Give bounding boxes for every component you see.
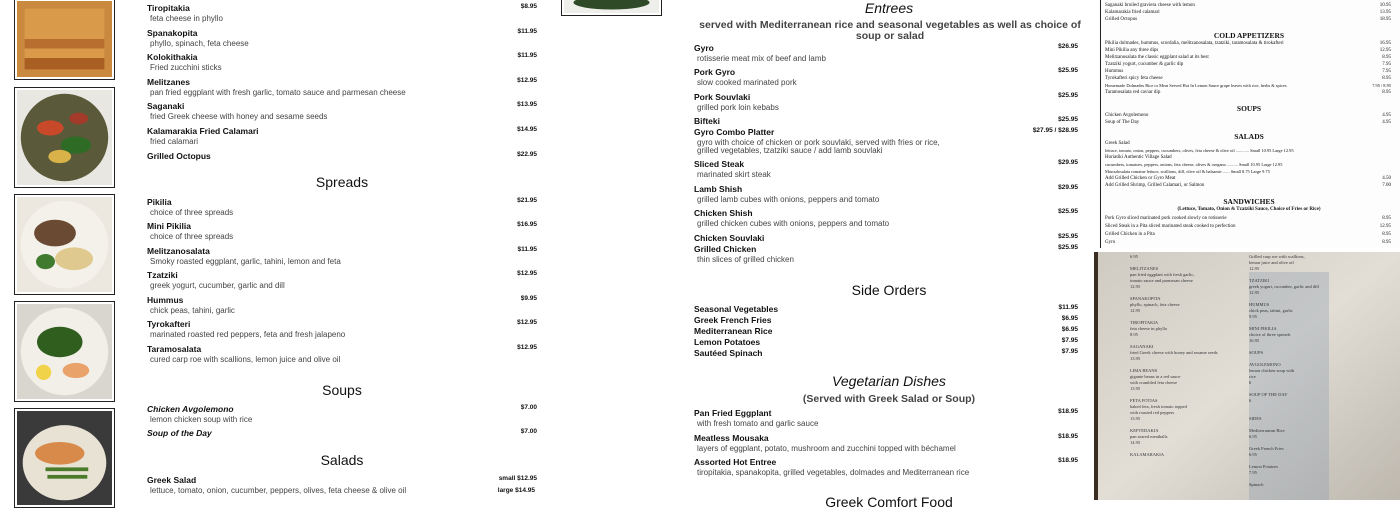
item-name: Pork Souvlaki — [694, 92, 751, 102]
item-name: Chicken Shish — [694, 208, 753, 218]
food-photo-grilled-vegetables — [14, 87, 115, 188]
vegetarian-subtitle: (Served with Greek Salad or Soup) — [802, 393, 976, 405]
item-description: choice of three spreads — [150, 208, 234, 217]
scan-row — [1105, 240, 1395, 247]
scan-row — [1105, 232, 1395, 239]
item-name: Pikilia — [147, 197, 172, 207]
menu-photo — [1094, 252, 1400, 500]
entrees-subtitle: served with Mediterranean rice and seasonal vegetables as well as choice of soup or salad — [699, 19, 1081, 42]
item-description: fried Greek cheese with honey and sesame seeds — [150, 112, 328, 121]
item-price: $12.95 — [517, 319, 537, 326]
item-price: $18.95 — [1058, 408, 1078, 415]
scan-row — [1105, 148, 1395, 155]
scan-row-text: Chicken Avgolemono — [1105, 113, 1149, 118]
scan-row-text: Hummus — [1105, 69, 1124, 74]
item-price: $25.95 — [1058, 116, 1078, 123]
item-description: marinated roasted red peppers, feta and fresh jalapeno — [150, 330, 346, 339]
food-photo-fish-asparagus — [14, 408, 115, 508]
scan-row — [1105, 10, 1395, 17]
item-name: Assorted Hot Entree — [694, 457, 777, 467]
item-price: $11.95 — [1058, 304, 1078, 311]
item-name: Hummus — [147, 295, 184, 305]
scan-row-price: 7.00 — [1382, 183, 1391, 188]
scan-row-text: Gyro — [1105, 240, 1116, 245]
scan-row-text: Maroulosalata romaine lettuce, scallions, dill, olive oil & balsamic ...... Small 8.75 Large 9.75 — [1105, 169, 1270, 174]
section-title-vegetarian: Vegetarian Dishes — [832, 373, 946, 389]
item-price: $12.95 — [517, 77, 537, 84]
scan-row-price: 10.95 — [1379, 3, 1391, 8]
item-name: Bifteki — [694, 116, 720, 126]
item-description: cured carp roe with scallions, lemon juice and olive oil — [150, 355, 341, 364]
scan-row-text: Greek Salad — [1105, 141, 1130, 146]
scan-row — [1105, 162, 1395, 169]
item-name: Melitzanosalata — [147, 246, 210, 256]
item-description: greek yogurt, cucumber, garlic and dill — [150, 281, 285, 290]
item-price: $7.95 — [1061, 348, 1078, 355]
scan-heading: SOUPS — [1236, 104, 1262, 113]
scan-row-text: Grilled Chicken in a Pita — [1105, 232, 1155, 237]
item-name: Pan Fried Eggplant — [694, 408, 772, 418]
scan-row-text: Sliced Steak in a Pita sliced marinated steak cooked to perfection — [1105, 224, 1236, 229]
item-description: lettuce, tomato, onion, cucumber, peppers, olives, feta cheese & olive oil — [150, 486, 407, 495]
item-price: $16.95 — [517, 221, 537, 228]
item-price: $25.95 — [1058, 244, 1078, 251]
item-description: with fresh tomato and garlic sauce — [697, 419, 819, 428]
item-name: Sautéed Spinach — [694, 348, 763, 358]
item-description: feta cheese in phyllo — [150, 14, 223, 23]
item-price: $27.95 / $28.95 — [1032, 127, 1078, 134]
scan-row-price: 8.95 — [1382, 55, 1391, 60]
scan-row-text: Pikilia dolmades, hummus, scordalia, melitzanosalata, tzatziki, taramosalata & tirokafteri — [1105, 41, 1284, 46]
item-description: grilled chicken cubes with onions, peppers and tomato — [697, 219, 890, 228]
scan-row-price: 13.95 — [1379, 10, 1391, 15]
scan-vertical-rule — [1100, 0, 1101, 248]
item-price: $12.95 — [517, 270, 537, 277]
item-description: gyro with choice of chicken or pork souvlaki, served with fries or rice, — [697, 138, 940, 147]
item-description: rotisserie meat mix of beef and lamb — [697, 54, 826, 63]
food-photo-spinach — [561, 0, 662, 16]
scan-row-text: Homemade Dolmades Rice or Meat Served Hot In Lemon Sauce grape leaves with rice, herbs & spices — [1105, 83, 1287, 88]
scan-row — [1105, 17, 1395, 24]
item-price: $11.95 — [517, 246, 537, 253]
item-name: Spanakopita — [147, 28, 198, 38]
item-price: small $12.95 — [498, 475, 537, 482]
item-price: $18.95 — [1058, 433, 1078, 440]
scan-row-text: Kalamarakia fried calamari — [1105, 10, 1160, 15]
item-price: $29.95 — [1058, 159, 1078, 166]
scan-row — [1105, 113, 1395, 120]
item-name: Gyro — [694, 43, 714, 53]
scan-row — [1105, 183, 1395, 190]
item-description: grilled pork loin kebabs — [697, 103, 779, 112]
item-name: Meatless Mousaka — [694, 433, 769, 443]
scan-row — [1105, 141, 1395, 148]
item-price: $8.95 — [520, 3, 537, 10]
item-description: Smoky roasted eggplant, garlic, tahini, lemon and feta — [150, 257, 341, 266]
item-name: Tiropitakia — [147, 3, 190, 13]
scan-row-text: Soup of The Day — [1105, 120, 1140, 125]
item-description-line2: grilled vegetables, tzatziki sauce / add lamb souvlaki — [697, 146, 883, 155]
scan-row-text: Taramosalata red caviar dip — [1105, 90, 1161, 95]
scan-row-price: 16.95 — [1379, 41, 1391, 46]
item-description: grilled lamb cubes with onions, peppers and tomato — [697, 195, 880, 204]
scan-row — [1105, 216, 1395, 223]
section-title-spreads: Spreads — [315, 174, 369, 190]
scan-row-price: 7.95 / 8.95 — [1372, 83, 1391, 88]
scan-heading: SANDWICHES — [1223, 197, 1275, 206]
item-name: Lamb Shish — [694, 184, 743, 194]
scan-row-text: Pork Gyro sliced marinated pork cooked slowly on rotisserie — [1105, 216, 1227, 221]
item-name: Greek Salad — [147, 475, 197, 485]
item-price: $7.00 — [520, 404, 537, 411]
scan-row — [1105, 83, 1395, 90]
scan-row-text: Grilled Octopus — [1105, 17, 1138, 22]
scan-row — [1105, 176, 1395, 183]
scan-row-text: Mini Pikilia any three dips — [1105, 48, 1159, 53]
scan-row-price: 7.95 — [1382, 62, 1391, 67]
item-description: layers of eggplant, potato, mushroom and zucchini topped with béchamel — [697, 444, 956, 453]
food-photo-gyro-platter — [14, 194, 115, 295]
item-description: choice of three spreads — [150, 232, 234, 241]
item-price: $12.95 — [517, 344, 537, 351]
item-name: Tzatziki — [147, 270, 178, 280]
item-name: Kalamarakia Fried Calamari — [147, 126, 259, 136]
scan-heading: SALADS — [1234, 132, 1264, 141]
item-price: $11.95 — [517, 52, 537, 59]
scan-row-text: Add Grilled Chicken or Gyro Meat — [1105, 176, 1176, 181]
item-name: Soup of the Day — [147, 428, 212, 438]
scan-row-price: 4.95 — [1382, 113, 1391, 118]
scan-row-text: Horiatiki Authentic Village Salad — [1105, 155, 1172, 160]
item-description: marinated skirt steak — [697, 170, 771, 179]
section-title-entrees: Entrees — [864, 0, 914, 16]
item-name: Kolokithakia — [147, 52, 198, 62]
item-price: $9.95 — [520, 295, 537, 302]
item-name: Grilled Chicken — [694, 244, 757, 254]
scan-row-text: Melitzanosalata the classic eggplant salad at its best — [1105, 55, 1209, 60]
scan-row-text: lettuce, tomato, onion, peppers, cucumbers, olives, feta cheese & olive oil ............ Small 10.95 Large 12.95 — [1105, 148, 1294, 153]
item-price: $7.00 — [520, 428, 537, 435]
item-name: Lemon Potatoes — [694, 337, 761, 347]
item-name: Grilled Octopus — [147, 151, 211, 161]
item-price: $25.95 — [1058, 67, 1078, 74]
scan-row-price: 4.95 — [1382, 120, 1391, 125]
item-price: $6.95 — [1061, 315, 1078, 322]
scan-row — [1105, 41, 1395, 48]
scan-heading: COLD APPETIZERS — [1213, 31, 1285, 40]
scan-row — [1105, 76, 1395, 83]
section-title-salads: Salads — [320, 452, 364, 468]
item-name: Melitzanes — [147, 77, 190, 87]
scan-row-text: Tzatziki yogurt, cucumber & garlic dip — [1105, 62, 1184, 67]
item-name: Sliced Steak — [694, 159, 745, 169]
scan-row-price: 4.50 — [1382, 176, 1391, 181]
scan-row-price: 7.95 — [1382, 69, 1391, 74]
item-name: Seasonal Vegetables — [694, 304, 779, 314]
scan-row-price: 8.95 — [1382, 216, 1391, 221]
item-name: Gyro Combo Platter — [694, 127, 775, 137]
scan-row — [1105, 224, 1395, 231]
item-price: $13.95 — [517, 101, 537, 108]
food-photo-moussaka — [14, 0, 115, 80]
item-description: chick peas, tahini, garlic — [150, 306, 235, 315]
item-description: slow cooked marinated pork — [697, 78, 797, 87]
food-photo-shrimp-greens — [14, 301, 115, 402]
scan-row — [1105, 69, 1395, 76]
scan-row-text: cucumbers, tomatoes, peppers, onions, feta cheese, olives & oregano .......... Small 10.95 Large 12.95 — [1105, 162, 1283, 167]
item-price: $25.95 — [1058, 208, 1078, 215]
item-price: $26.95 — [1058, 43, 1078, 50]
item-name: Mediterranean Rice — [694, 326, 773, 336]
item-name: Greek French Fries — [694, 315, 772, 325]
item-description: pan fried eggplant with fresh garlic, tomato sauce and parmesan cheese — [150, 88, 406, 97]
item-name: Chicken Avgolemono — [147, 404, 234, 414]
item-price: $25.95 — [1058, 233, 1078, 240]
scan-row — [1105, 120, 1395, 127]
item-price: $18.95 — [1058, 457, 1078, 464]
item-name: Mini Pikilia — [147, 221, 191, 231]
menu-photo-right-text: Grilled carp roe with scallions, lemon juice and olive oil 12.95 TZATZIKI greek yogurt, cucumber, garlic and dill 12.95 HUMMUS chick peas, tahini, garlic 9.95 MINI PIKILIA choice of three spreads 16.95 SOUPS AVGOLEMONO lemon chicken soup with rice 6 SOUP OF THE DAY 6 SIDES Mediterranean Rice 6.95 Greek French Fries 6.95 Lemon Potatoes 7.95 Spinach — [1249, 254, 1319, 487]
item-name: Tyrokafteri — [147, 319, 191, 329]
scan-row-text: Tyrokafteri spicy feta cheese — [1105, 76, 1163, 81]
item-price: $25.95 — [1058, 92, 1078, 99]
scan-row — [1105, 48, 1395, 55]
scan-row-price: 18.95 — [1379, 17, 1391, 22]
scan-row — [1105, 155, 1395, 162]
item-name: Chicken Souvlaki — [694, 233, 765, 243]
scanned-menu — [1098, 0, 1400, 248]
section-title-comfort-food: Greek Comfort Food — [825, 494, 953, 510]
scan-row — [1105, 169, 1395, 176]
scan-row-price: 8.95 — [1382, 90, 1391, 95]
item-price: $11.95 — [517, 28, 537, 35]
item-description: tiropitakia, spanakopita, grilled vegetables, dolmades and Mediterranean rice — [697, 468, 970, 477]
item-price: $7.95 — [1061, 337, 1078, 344]
scan-row-price: 8.95 — [1382, 240, 1391, 245]
item-price-large: large $14.95 — [497, 487, 535, 494]
item-price: $22.95 — [517, 151, 537, 158]
item-description: fried calamari — [150, 137, 199, 146]
item-price: $6.95 — [1061, 326, 1078, 333]
item-description: thin slices of grilled chicken — [697, 255, 794, 264]
section-title-side-orders: Side Orders — [851, 282, 927, 298]
scan-row — [1105, 55, 1395, 62]
scan-row — [1105, 62, 1395, 69]
scan-row-price: 8.95 — [1382, 76, 1391, 81]
item-description: Fried zucchini sticks — [150, 63, 222, 72]
item-name: Taramosalata — [147, 344, 202, 354]
scan-row — [1105, 90, 1395, 97]
scan-row-price: 12.95 — [1379, 48, 1391, 53]
scan-row — [1105, 3, 1395, 10]
item-price: $21.95 — [517, 197, 537, 204]
item-price: $29.95 — [1058, 184, 1078, 191]
scan-subheading: (Lettuce, Tomato, Onion & Tzatziki Sauce, Choice of Fries or Rice) — [1177, 207, 1321, 212]
menu-photo-left-text: 6.95 MELITZANES pan fried eggplant with fresh garlic, tomato sauce and parmesan cheese 12.95 SPANAKOPITA phyllo, spinach, feta cheese 12.95 TIROPITAKIA feta cheese in phyllo 8.95 SAGANAKI fried Greek cheese with honey and sesame seeds 13.95 LIMA BEANS gigante beans in a red sauce with crumbled feta cheese 13.95 FETA FOTIAS baked feta, fresh tomato topped with roasted red peppers 13.95 KEFTEDAKIA pan seared meatballs 14.95 KALAMARAKIA — [1130, 254, 1218, 457]
item-name: Saganaki — [147, 101, 185, 111]
scan-row-price: 12.95 — [1379, 224, 1391, 229]
section-title-soups: Soups — [322, 382, 362, 398]
scan-row-text: Add Grilled Shrimp, Grilled Calamari, or Salmon — [1105, 183, 1205, 188]
scan-row-price: 8.95 — [1382, 232, 1391, 237]
item-description: lemon chicken soup with rice — [150, 415, 253, 424]
scan-row-text: Saganaki broiled graviera cheese with lemon — [1105, 3, 1195, 8]
item-name: Pork Gyro — [694, 67, 736, 77]
item-price: $14.95 — [517, 126, 537, 133]
item-description: phyllo, spinach, feta cheese — [150, 39, 249, 48]
